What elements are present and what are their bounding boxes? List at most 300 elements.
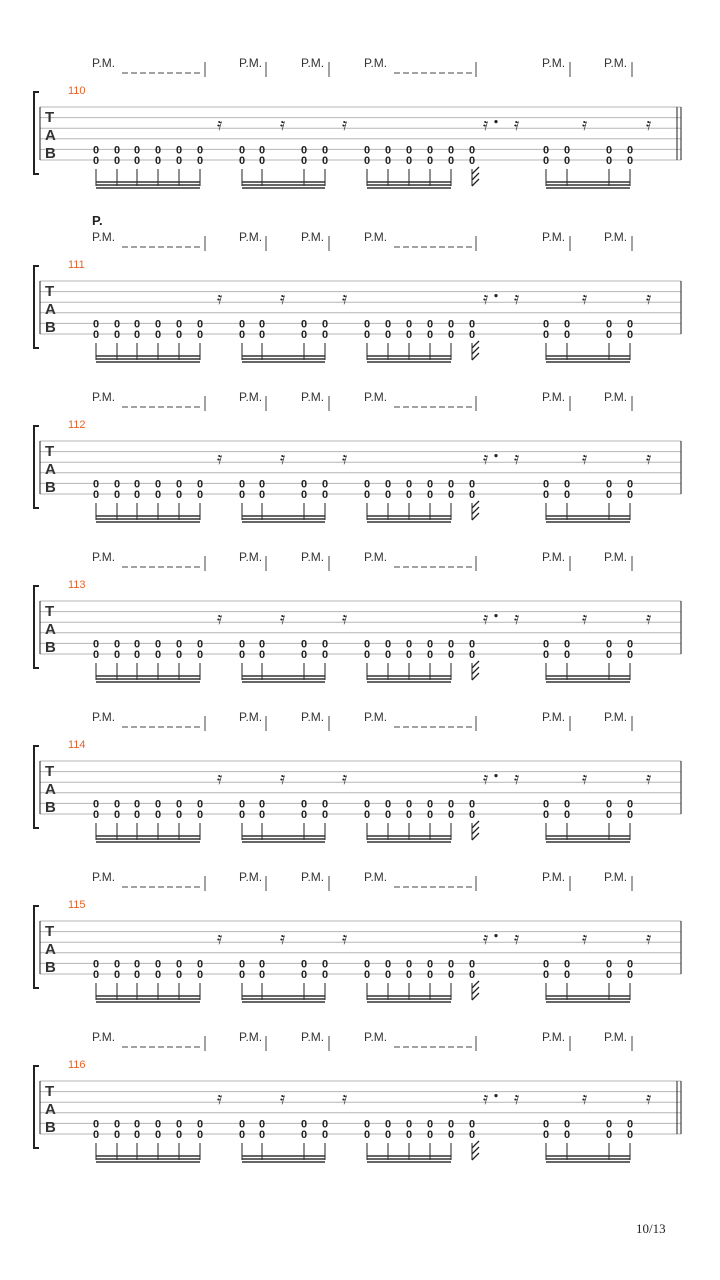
sixteenth-rest: 𝄿 (514, 929, 520, 950)
sixteenth-rest: 𝄿 (217, 1089, 223, 1110)
fret-number: 0 (626, 155, 634, 167)
fret-number: 0 (626, 1118, 634, 1131)
palm-mute-label: P.M. (604, 870, 628, 884)
fret-number: 0 (113, 155, 121, 167)
palm-mute-label: P.M. (364, 870, 388, 884)
fret-number: 0 (447, 649, 455, 661)
fret-number: 0 (196, 1129, 204, 1141)
sixteenth-rest: 𝄿 (217, 609, 223, 630)
sixteenth-rest: 𝄿 (342, 609, 348, 630)
palm-mute-label: P.M. (92, 390, 116, 404)
sixteenth-rest: 𝄿 (514, 289, 520, 310)
fret-number: 0 (154, 638, 162, 651)
measure-number: 110 (68, 85, 86, 97)
fret-number: 0 (563, 489, 571, 501)
system-brace (34, 1066, 39, 1148)
palm-mute-label: P.M. (542, 1030, 566, 1044)
tab-clef-letter-t: T (45, 443, 55, 460)
section-marker: P. (92, 213, 103, 228)
fret-number: 0 (154, 155, 162, 167)
fret-number: 0 (626, 144, 634, 157)
palm-mute-label: P.M. (92, 710, 116, 724)
fret-number: 0 (363, 649, 371, 661)
fret-number: 0 (468, 155, 476, 167)
fret-number: 0 (363, 155, 371, 167)
palm-mute-label: P.M. (364, 1030, 388, 1044)
sixteenth-rest: 𝄿 (483, 1089, 489, 1110)
fret-number: 0 (113, 329, 121, 341)
fret-number: 0 (238, 969, 246, 981)
fret-number: 0 (626, 318, 634, 331)
fret-number: 0 (426, 649, 434, 661)
palm-mute-label: P.M. (239, 710, 263, 724)
fret-number: 0 (605, 638, 613, 651)
fret-number: 0 (626, 1129, 634, 1141)
fret-number: 0 (154, 1129, 162, 1141)
fret-number: 0 (384, 329, 392, 341)
fret-number: 0 (468, 798, 476, 811)
fret-number: 0 (384, 144, 392, 157)
fret-number: 0 (605, 329, 613, 341)
fret-number: 0 (113, 1118, 121, 1131)
tab-clef-letter-b: B (45, 639, 56, 656)
fret-number: 0 (300, 1118, 308, 1131)
fret-number: 0 (563, 478, 571, 491)
palm-mute-label: P.M. (542, 870, 566, 884)
fret-number: 0 (238, 144, 246, 157)
palm-mute-label: P.M. (92, 56, 116, 70)
fret-number: 0 (133, 478, 141, 491)
fret-number: 0 (300, 638, 308, 651)
fret-number: 0 (363, 798, 371, 811)
fret-number: 0 (426, 1118, 434, 1131)
fret-number: 0 (363, 809, 371, 821)
fret-number: 0 (626, 489, 634, 501)
sixteenth-rest: 𝄿 (280, 929, 286, 950)
fret-number: 0 (447, 809, 455, 821)
fret-number: 0 (154, 649, 162, 661)
fret-number: 0 (113, 144, 121, 157)
fret-number: 0 (92, 638, 100, 651)
tab-clef-letter-a: A (45, 127, 56, 144)
fret-number: 0 (321, 489, 329, 501)
sixteenth-rest: 𝄿 (646, 289, 652, 310)
fret-number: 0 (426, 638, 434, 651)
palm-mute-label: P.M. (239, 230, 263, 244)
note-flag (472, 661, 479, 680)
fret-number: 0 (154, 809, 162, 821)
fret-number: 0 (405, 318, 413, 331)
palm-mute-label: P.M. (301, 870, 325, 884)
palm-mute-label: P.M. (604, 56, 628, 70)
fret-number: 0 (300, 478, 308, 491)
fret-number: 0 (384, 1118, 392, 1131)
fret-number: 0 (426, 329, 434, 341)
note-flag (472, 821, 479, 840)
fret-number: 0 (300, 155, 308, 167)
fret-number: 0 (468, 318, 476, 331)
sixteenth-rest: 𝄿 (582, 769, 588, 790)
fret-number: 0 (426, 155, 434, 167)
sixteenth-rest: 𝄿 (514, 1089, 520, 1110)
rest-dot (494, 454, 497, 457)
sixteenth-rest: 𝄿 (514, 115, 520, 136)
palm-mute-label: P.M. (301, 56, 325, 70)
fret-number: 0 (258, 155, 266, 167)
fret-number: 0 (154, 318, 162, 331)
fret-number: 0 (426, 809, 434, 821)
fret-number: 0 (258, 798, 266, 811)
palm-mute-label: P.M. (364, 550, 388, 564)
sixteenth-rest: 𝄿 (217, 449, 223, 470)
tab-clef-letter-b: B (45, 799, 56, 816)
fret-number: 0 (405, 638, 413, 651)
fret-number: 0 (542, 155, 550, 167)
fret-number: 0 (405, 809, 413, 821)
palm-mute-label: P.M. (239, 1030, 263, 1044)
fret-number: 0 (154, 478, 162, 491)
sixteenth-rest: 𝄿 (514, 769, 520, 790)
fret-number: 0 (626, 798, 634, 811)
rest-dot (494, 934, 497, 937)
tab-clef-letter-a: A (45, 621, 56, 638)
sixteenth-rest: 𝄿 (646, 1089, 652, 1110)
fret-number: 0 (447, 318, 455, 331)
fret-number: 0 (447, 1118, 455, 1131)
sixteenth-rest: 𝄿 (342, 1089, 348, 1110)
fret-number: 0 (563, 969, 571, 981)
fret-number: 0 (258, 1129, 266, 1141)
sixteenth-rest: 𝄿 (483, 289, 489, 310)
fret-number: 0 (321, 329, 329, 341)
rest-dot (494, 294, 497, 297)
system-brace (34, 586, 39, 668)
fret-number: 0 (626, 329, 634, 341)
fret-number: 0 (447, 638, 455, 651)
fret-number: 0 (238, 489, 246, 501)
fret-number: 0 (542, 798, 550, 811)
fret-number: 0 (405, 798, 413, 811)
fret-number: 0 (92, 318, 100, 331)
fret-number: 0 (542, 478, 550, 491)
fret-number: 0 (300, 329, 308, 341)
fret-number: 0 (133, 809, 141, 821)
fret-number: 0 (196, 329, 204, 341)
fret-number: 0 (384, 649, 392, 661)
fret-number: 0 (542, 329, 550, 341)
fret-number: 0 (468, 144, 476, 157)
measure-number: 112 (68, 419, 86, 431)
tab-clef-letter-t: T (45, 1083, 55, 1100)
fret-number: 0 (92, 155, 100, 167)
fret-number: 0 (542, 958, 550, 971)
palm-mute-label: P.M. (604, 230, 628, 244)
fret-number: 0 (300, 1129, 308, 1141)
fret-number: 0 (92, 144, 100, 157)
measure-number: 111 (68, 259, 85, 271)
fret-number: 0 (300, 969, 308, 981)
fret-number: 0 (238, 649, 246, 661)
fret-number: 0 (175, 478, 183, 491)
fret-number: 0 (563, 958, 571, 971)
sixteenth-rest: 𝄿 (582, 609, 588, 630)
fret-number: 0 (154, 329, 162, 341)
tab-clef-letter-t: T (45, 763, 55, 780)
fret-number: 0 (113, 798, 121, 811)
fret-number: 0 (426, 478, 434, 491)
system-brace (34, 92, 39, 174)
palm-mute-label: P.M. (364, 230, 388, 244)
fret-number: 0 (238, 1129, 246, 1141)
fret-number: 0 (626, 478, 634, 491)
fret-number: 0 (92, 1129, 100, 1141)
fret-number: 0 (405, 1118, 413, 1131)
fret-number: 0 (563, 798, 571, 811)
fret-number: 0 (563, 1118, 571, 1131)
palm-mute-label: P.M. (92, 230, 116, 244)
fret-number: 0 (238, 798, 246, 811)
fret-number: 0 (468, 478, 476, 491)
fret-number: 0 (626, 649, 634, 661)
fret-number: 0 (238, 329, 246, 341)
fret-number: 0 (175, 1129, 183, 1141)
measure-number: 113 (68, 579, 86, 591)
fret-number: 0 (626, 638, 634, 651)
fret-number: 0 (542, 489, 550, 501)
tab-clef-letter-b: B (45, 319, 56, 336)
fret-number: 0 (384, 798, 392, 811)
fret-number: 0 (196, 958, 204, 971)
fret-number: 0 (258, 969, 266, 981)
fret-number: 0 (363, 1129, 371, 1141)
fret-number: 0 (426, 318, 434, 331)
fret-number: 0 (196, 1118, 204, 1131)
fret-number: 0 (154, 798, 162, 811)
palm-mute-label: P.M. (301, 230, 325, 244)
note-flag (472, 981, 479, 1000)
fret-number: 0 (300, 958, 308, 971)
fret-number: 0 (196, 318, 204, 331)
fret-number: 0 (113, 649, 121, 661)
fret-number: 0 (133, 318, 141, 331)
fret-number: 0 (238, 958, 246, 971)
fret-number: 0 (363, 969, 371, 981)
fret-number: 0 (113, 958, 121, 971)
palm-mute-label: P.M. (92, 870, 116, 884)
fret-number: 0 (468, 329, 476, 341)
sixteenth-rest: 𝄿 (280, 1089, 286, 1110)
fret-number: 0 (154, 958, 162, 971)
system-brace (34, 906, 39, 988)
fret-number: 0 (133, 798, 141, 811)
fret-number: 0 (238, 478, 246, 491)
fret-number: 0 (405, 489, 413, 501)
fret-number: 0 (405, 478, 413, 491)
fret-number: 0 (196, 489, 204, 501)
fret-number: 0 (321, 798, 329, 811)
sixteenth-rest: 𝄿 (483, 929, 489, 950)
fret-number: 0 (133, 969, 141, 981)
fret-number: 0 (468, 638, 476, 651)
fret-number: 0 (384, 1129, 392, 1141)
fret-number: 0 (175, 798, 183, 811)
system-brace (34, 746, 39, 828)
fret-number: 0 (258, 329, 266, 341)
fret-number: 0 (405, 649, 413, 661)
rest-dot (494, 120, 497, 123)
page-number: 10/13 (636, 1221, 666, 1236)
fret-number: 0 (447, 1129, 455, 1141)
fret-number: 0 (384, 489, 392, 501)
sixteenth-rest: 𝄿 (342, 115, 348, 136)
fret-number: 0 (542, 638, 550, 651)
fret-number: 0 (426, 798, 434, 811)
fret-number: 0 (196, 649, 204, 661)
fret-number: 0 (175, 329, 183, 341)
fret-number: 0 (133, 1118, 141, 1131)
fret-number: 0 (363, 1118, 371, 1131)
fret-number: 0 (113, 1129, 121, 1141)
sixteenth-rest: 𝄿 (280, 289, 286, 310)
sixteenth-rest: 𝄿 (280, 769, 286, 790)
fret-number: 0 (175, 809, 183, 821)
fret-number: 0 (133, 489, 141, 501)
fret-number: 0 (363, 318, 371, 331)
fret-number: 0 (605, 649, 613, 661)
fret-number: 0 (196, 155, 204, 167)
fret-number: 0 (563, 1129, 571, 1141)
sixteenth-rest: 𝄿 (582, 289, 588, 310)
fret-number: 0 (321, 144, 329, 157)
tab-clef-letter-b: B (45, 1119, 56, 1136)
fret-number: 0 (133, 958, 141, 971)
fret-number: 0 (133, 649, 141, 661)
fret-number: 0 (258, 638, 266, 651)
fret-number: 0 (605, 809, 613, 821)
fret-number: 0 (238, 638, 246, 651)
palm-mute-label: P.M. (239, 550, 263, 564)
sixteenth-rest: 𝄿 (582, 115, 588, 136)
fret-number: 0 (468, 1118, 476, 1131)
fret-number: 0 (563, 649, 571, 661)
fret-number: 0 (175, 489, 183, 501)
sixteenth-rest: 𝄿 (280, 449, 286, 470)
fret-number: 0 (468, 809, 476, 821)
fret-number: 0 (447, 478, 455, 491)
sixteenth-rest: 𝄿 (217, 115, 223, 136)
palm-mute-label: P.M. (364, 710, 388, 724)
palm-mute-label: P.M. (301, 390, 325, 404)
fret-number: 0 (196, 478, 204, 491)
fret-number: 0 (321, 1129, 329, 1141)
tab-clef-letter-t: T (45, 603, 55, 620)
fret-number: 0 (363, 478, 371, 491)
fret-number: 0 (175, 1118, 183, 1131)
fret-number: 0 (92, 969, 100, 981)
rest-dot (494, 774, 497, 777)
fret-number: 0 (154, 1118, 162, 1131)
fret-number: 0 (563, 318, 571, 331)
fret-number: 0 (468, 1129, 476, 1141)
fret-number: 0 (605, 1129, 613, 1141)
fret-number: 0 (321, 649, 329, 661)
sixteenth-rest: 𝄿 (342, 449, 348, 470)
measure-number: 116 (68, 1059, 86, 1071)
sixteenth-rest: 𝄿 (483, 115, 489, 136)
sixteenth-rest: 𝄿 (646, 769, 652, 790)
fret-number: 0 (426, 489, 434, 501)
fret-number: 0 (133, 638, 141, 651)
fret-number: 0 (447, 329, 455, 341)
fret-number: 0 (175, 969, 183, 981)
fret-number: 0 (426, 144, 434, 157)
fret-number: 0 (363, 329, 371, 341)
fret-number: 0 (300, 318, 308, 331)
palm-mute-label: P.M. (239, 870, 263, 884)
tab-clef-letter-b: B (45, 959, 56, 976)
tab-clef-letter-t: T (45, 283, 55, 300)
sixteenth-rest: 𝄿 (483, 449, 489, 470)
fret-number: 0 (321, 478, 329, 491)
fret-number: 0 (113, 489, 121, 501)
fret-number: 0 (563, 809, 571, 821)
tab-clef-letter-t: T (45, 923, 55, 940)
sixteenth-rest: 𝄿 (582, 1089, 588, 1110)
fret-number: 0 (196, 969, 204, 981)
fret-number: 0 (300, 809, 308, 821)
fret-number: 0 (384, 958, 392, 971)
fret-number: 0 (384, 638, 392, 651)
fret-number: 0 (426, 1129, 434, 1141)
fret-number: 0 (258, 489, 266, 501)
fret-number: 0 (605, 969, 613, 981)
fret-number: 0 (300, 489, 308, 501)
note-flag (472, 1141, 479, 1160)
fret-number: 0 (447, 155, 455, 167)
sixteenth-rest: 𝄿 (514, 449, 520, 470)
tab-clef-letter-t: T (45, 109, 55, 126)
palm-mute-label: P.M. (604, 710, 628, 724)
sixteenth-rest: 𝄿 (646, 115, 652, 136)
fret-number: 0 (626, 969, 634, 981)
fret-number: 0 (384, 155, 392, 167)
fret-number: 0 (563, 155, 571, 167)
fret-number: 0 (447, 969, 455, 981)
fret-number: 0 (405, 1129, 413, 1141)
rest-dot (494, 614, 497, 617)
fret-number: 0 (133, 1129, 141, 1141)
palm-mute-label: P.M. (301, 710, 325, 724)
fret-number: 0 (426, 958, 434, 971)
fret-number: 0 (447, 489, 455, 501)
fret-number: 0 (258, 318, 266, 331)
palm-mute-label: P.M. (542, 56, 566, 70)
fret-number: 0 (363, 638, 371, 651)
fret-number: 0 (133, 144, 141, 157)
fret-number: 0 (363, 958, 371, 971)
fret-number: 0 (258, 478, 266, 491)
sixteenth-rest: 𝄿 (483, 609, 489, 630)
fret-number: 0 (605, 489, 613, 501)
palm-mute-label: P.M. (604, 390, 628, 404)
fret-number: 0 (113, 969, 121, 981)
fret-number: 0 (92, 329, 100, 341)
palm-mute-label: P.M. (604, 1030, 628, 1044)
measure-number: 115 (68, 899, 86, 911)
fret-number: 0 (426, 969, 434, 981)
fret-number: 0 (468, 489, 476, 501)
palm-mute-label: P.M. (239, 390, 263, 404)
